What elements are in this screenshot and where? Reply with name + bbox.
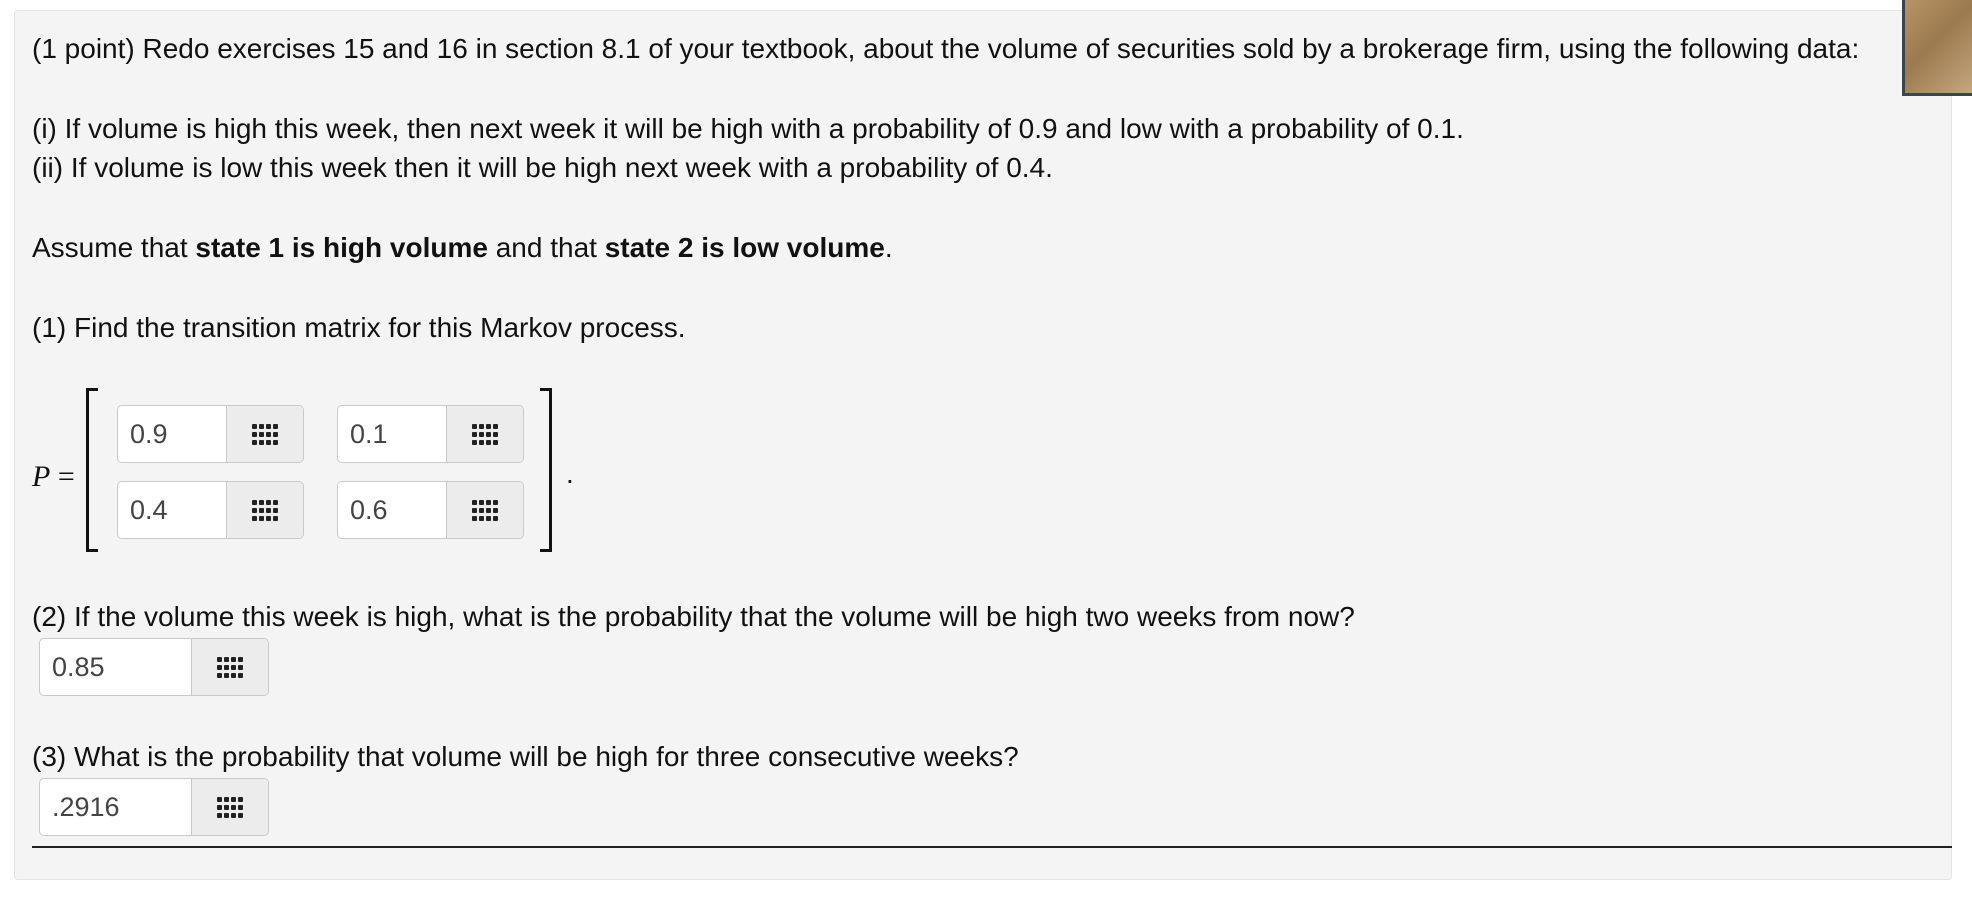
- question-2: (2) If the volume this week is high, what is the probability that the volume will be high two weeks from now?: [32, 601, 1355, 632]
- matrix-period: .: [566, 458, 574, 489]
- grid-icon: [217, 796, 243, 818]
- answer-3-input[interactable]: .2916: [52, 791, 120, 822]
- grid-icon: [217, 656, 243, 678]
- matrix-label: [32, 460, 75, 494]
- matrix-r1c2-palette-button[interactable]: [446, 406, 523, 462]
- matrix-r2c2-palette-button[interactable]: [446, 482, 523, 538]
- question-3: (3) What is the probability that volume will be high for three consecutive weeks?: [32, 741, 1019, 772]
- grid-icon: [252, 423, 278, 445]
- matrix-r1c1-palette-button[interactable]: [226, 406, 303, 462]
- question-1: (1) Find the transition matrix for this Markov process.: [32, 312, 686, 343]
- matrix-r1c2-field[interactable]: [337, 405, 524, 463]
- assumption-text: [32, 231, 893, 265]
- assume-prefix: Assume that: [32, 232, 196, 263]
- answer-3-palette-button[interactable]: [191, 779, 268, 835]
- video-thumbnail[interactable]: [1902, 0, 1972, 96]
- matrix-symbol: P: [32, 460, 51, 493]
- answer-2-field[interactable]: [39, 638, 269, 696]
- answer-2-palette-button[interactable]: [191, 639, 268, 695]
- assume-suffix: .: [884, 232, 893, 263]
- matrix-r2c2-field[interactable]: [337, 481, 524, 539]
- matrix-r2c1-field[interactable]: [117, 481, 304, 539]
- matrix-r2c1-input[interactable]: 0.4: [130, 494, 168, 525]
- grid-icon: [472, 499, 498, 521]
- answer-2-input[interactable]: 0.85: [52, 651, 105, 682]
- answer-3-field[interactable]: [39, 778, 269, 836]
- assume-state1: state 1 is high volume: [195, 232, 488, 263]
- assume-state2: state 2 is low volume: [604, 232, 885, 263]
- problem-intro: (1 point) Redo exercises 15 and 16 in section 8.1 of your textbook, about the volume of securities sold by a brokerage firm, using the following data:: [32, 33, 1860, 64]
- matrix-r1c1-field[interactable]: [117, 405, 304, 463]
- matrix-r1c1-input[interactable]: 0.9: [130, 418, 168, 449]
- matrix-r1c2-input[interactable]: 0.1: [350, 418, 388, 449]
- assume-mid: and that: [487, 232, 605, 263]
- matrix-right-bracket: [540, 388, 552, 552]
- matrix-left-bracket: [86, 388, 98, 552]
- condition-ii: (ii) If volume is low this week then it will be high next week with a probability of 0.4.: [32, 152, 1053, 183]
- condition-i: (i) If volume is high this week, then next week it will be high with a probability of 0.9 and low with a probability of 0.1.: [32, 113, 1464, 144]
- grid-icon: [252, 499, 278, 521]
- section-divider: [32, 846, 1952, 848]
- matrix-equals: =: [57, 460, 75, 493]
- grid-icon: [472, 423, 498, 445]
- matrix-r2c2-input[interactable]: 0.6: [350, 494, 388, 525]
- matrix-r2c1-palette-button[interactable]: [226, 482, 303, 538]
